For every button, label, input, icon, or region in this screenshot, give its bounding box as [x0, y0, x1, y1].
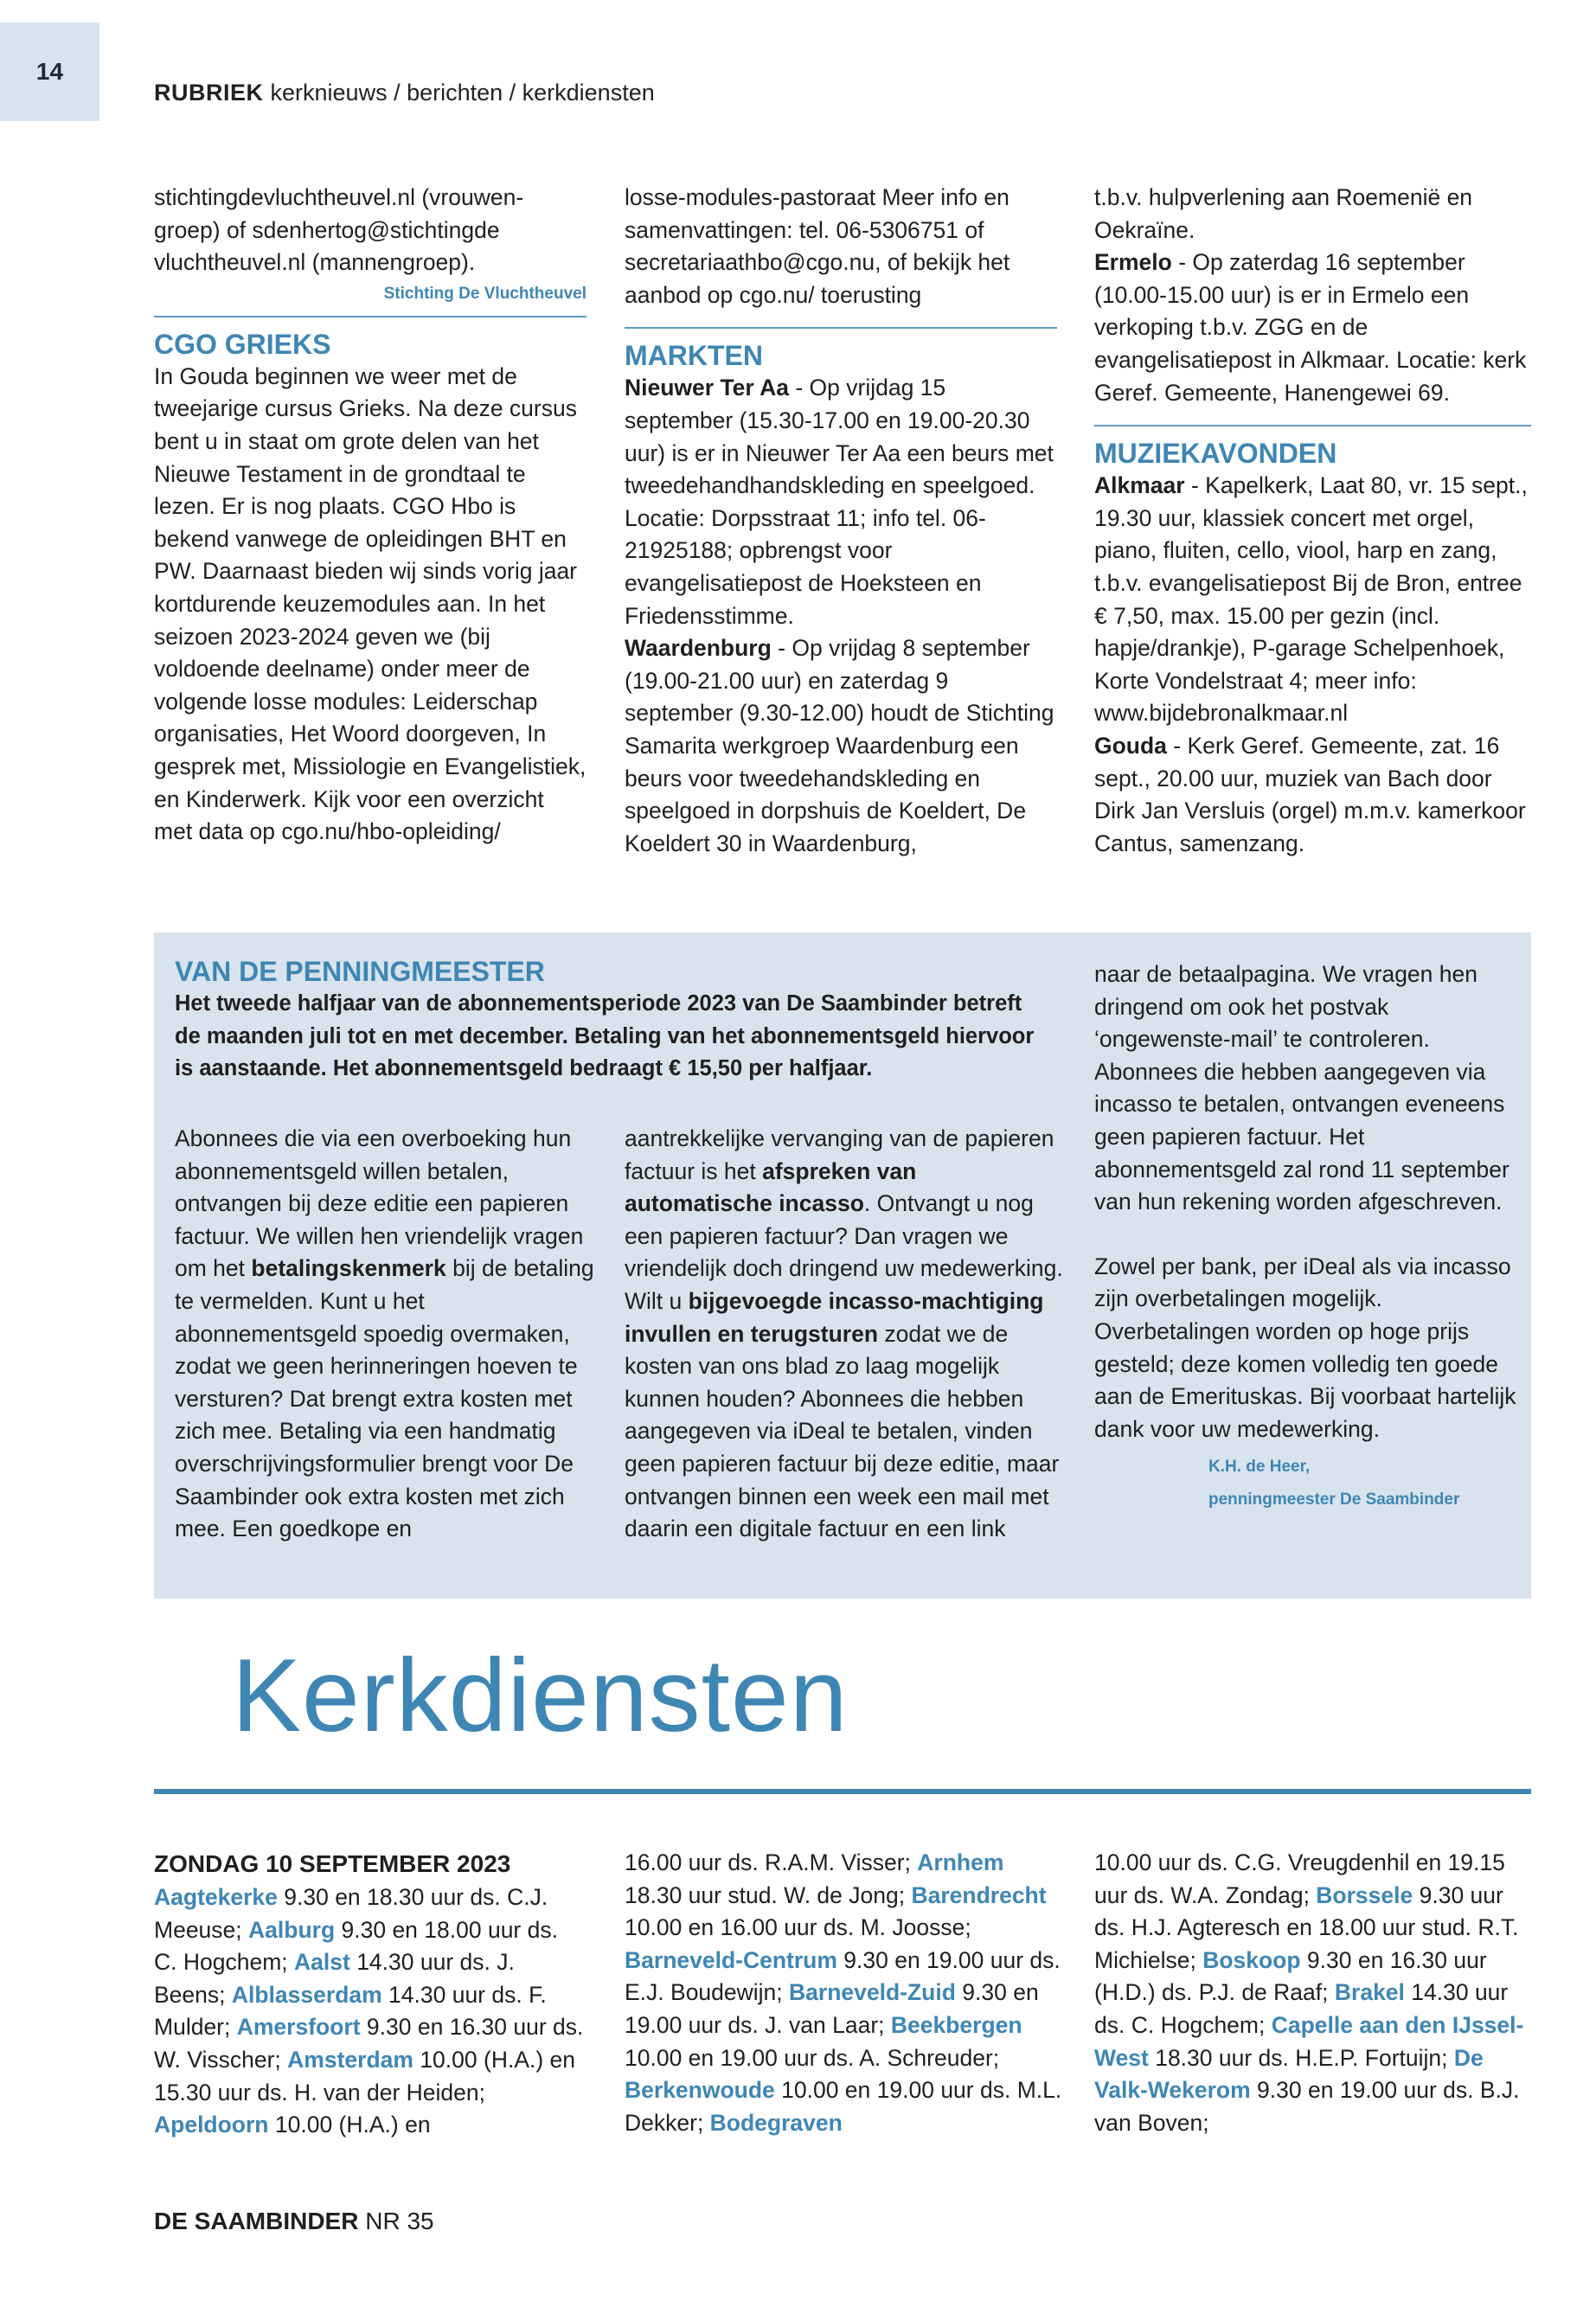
penningmeester-heading: VAN DE PENNINGMEESTER [175, 956, 545, 987]
market-text: - Op vrijdag 8 september (19.00-21.00 uur) en zaterdag 9 september (9.30-12.00) houdt de Stichting Samarita werkgroep Waardenburg een beurs voor tweedehandskleding en speelgoed in dorpshuis de Koeldert, De Koeldert 30 in Waardenburg, [625, 635, 1054, 856]
place-name: Amsterdam [287, 2046, 413, 2073]
cgo-grieks-heading: CGO GRIEKS [154, 328, 331, 360]
bold-term: bijgevoegde incasso-machtiging invullen en terugsturen [625, 1287, 1044, 1347]
service-details: 9.30 en 19.00 uur ds. E.J. Boudewijn; [625, 1946, 1061, 2006]
place-name: Aagtekerke [154, 1884, 278, 1910]
place-name: Bodegraven [709, 2109, 843, 2136]
place-name: Amersfoort [236, 2014, 361, 2041]
place-name: De Valk-Wekerom [1094, 2044, 1484, 2104]
markten-heading: MARKTEN [625, 340, 763, 372]
concert-text: - Kerk Geref. Gemeente, zat. 16 sept., 20.00 uur, muziek van Bach door Dirk Jan Versluis (orgel) m.m.v. kamerkoor Cantus, samenzang. [1094, 732, 1526, 856]
vluchtheuvel-signature: Stichting De Vluchtheuvel [383, 284, 586, 303]
kerk-column-2 [625, 1847, 1066, 2139]
service-details: 14.30 uur ds. F. Mulder; [154, 1981, 547, 2041]
bold-term: betalingskenmerk [251, 1255, 446, 1282]
footer-issue: NR 35 [365, 2208, 434, 2234]
place-name: Apeldoorn [154, 2112, 269, 2138]
concert-alkmaar [1094, 470, 1531, 730]
service-details: 9.30 en 16.30 uur (H.D.) ds. P.J. de Raaf; [1094, 1946, 1487, 2006]
cgo-continued-text: losse-modules-pastoraat Meer info en samenvattingen: tel. 06-5306751 of secretariaathbo@cgo.nu, of bekijk het aanbod op cgo.nu/ toerusting [625, 184, 1010, 308]
service-details: 9.30 uur ds. H.J. Agteresch en 18.00 uur stud. R.T. Michielse; [1094, 1881, 1519, 1973]
kerk-column-1 [154, 1847, 586, 2142]
service-details: 16.00 uur ds. R.A.M. Visser; [625, 1849, 918, 1875]
muziekavonden-heading: MUZIEKAVONDEN [1094, 438, 1337, 470]
kerkdiensten-rule [154, 1789, 1531, 1794]
signature-role: penningmeester De Saambinder [1208, 1490, 1460, 1509]
place-name: Alkmaar [1094, 472, 1185, 499]
service-details: 9.30 en 18.00 uur ds. C. Hogchem; [154, 1916, 558, 1976]
cgo-grieks-text: In Gouda beginnen we weer met de tweejarige cursus Grieks. Na deze cursus bent u in staat om grote delen van het Nieuwe Testament in de grondtaal te lezen. Er is nog plaats. CGO Hbo is bekend vanwege de opleidingen BHT en PW. Daarnaast bieden wij sinds vorig jaar kortdurende keuzemodules aan. In het seizoen 2023-2024 geven we (bij voldoende deelname) onder meer de volgende losse modules: Leiderschap organisaties, Het Woord doorgeven, In gesprek met, Missiologie en Evangelistiek, en Kinderwerk. Kijk voor een overzicht met data op cgo.nu/hbo-opleiding/ [154, 362, 586, 845]
place-name: Aalburg [248, 1916, 336, 1943]
kerk-services-3 [1094, 1847, 1531, 2139]
place-name: Nieuwer Ter Aa [625, 375, 789, 401]
place-name: Gouda [1094, 732, 1167, 759]
place-name: Arnhem [917, 1849, 1004, 1875]
service-details: 10.00 uur ds. C.G. Vreugdenhil en 19.15 uur ds. W.A. Zondag; [1094, 1849, 1505, 1908]
place-name: Boskoop [1202, 1946, 1301, 1973]
footer-brand: DE SAAMBINDER [154, 2208, 359, 2234]
market-ermelo [1094, 247, 1531, 409]
bold-term: afspreken van automatische incasso [625, 1157, 917, 1217]
place-name: Barneveld-Zuid [789, 1979, 956, 2006]
footer [154, 2208, 434, 2235]
service-details: 10.00 en 19.00 uur ds. M.L. Dekker; [625, 2077, 1062, 2136]
penning-signature [1094, 1451, 1522, 1516]
column-2 [625, 182, 1057, 860]
place-name: Ermelo [1094, 249, 1172, 276]
waardenburg-continued: t.b.v. hulpverlening aan Roemenië en Oekraïne. [1094, 184, 1473, 243]
service-details: 10.00 en 16.00 uur ds. M. Joosse; [625, 1914, 971, 1941]
service-details: 10.00 (H.A.) en [268, 2112, 431, 2138]
penningmeester-box [154, 933, 1531, 1599]
text: bij de betaling te vermelden. Kunt u het abonnementsgeld spoedig overmaken, zodat we geen herinneringen hoeven te versturen? Dat brengt extra kosten met zich mee. Betaling via een handmatig overschrijvingsformulier brengt voor De Saambinder ook extra kosten met zich mee. Een goedkope en [175, 1255, 594, 1542]
service-details: 14.30 uur ds. J. Beens; [154, 1949, 515, 2008]
rubriek-path: kerknieuws / berichten / kerkdiensten [270, 80, 655, 106]
penning-column-3 [1094, 958, 1522, 1516]
text: Abonnees die via een overboeking hun abonnementsgeld willen betalen, ontvangen bij deze editie een papieren factuur. We willen hen vriendelijk vragen om het [175, 1125, 584, 1282]
market-waardenburg [625, 632, 1057, 860]
place-name: Alblasserdam [231, 1981, 382, 2008]
kerk-column-3 [1094, 1847, 1531, 2139]
service-details: 14.30 uur ds. C. Hogchem; [1094, 1979, 1509, 2038]
service-details: 18.30 uur ds. H.E.P. Fortuijn; [1148, 2044, 1454, 2071]
place-name: Beekbergen [890, 2011, 1022, 2038]
service-details: 10.00 (H.A.) en 15.30 uur ds. H. van der Heiden; [154, 2046, 576, 2106]
place-name: Borssele [1316, 1881, 1413, 1908]
kerkdiensten-title: Kerkdiensten [232, 1638, 849, 1753]
place-name: Brakel [1334, 1979, 1405, 2006]
text: aantrekkelijke vervanging van de papieren factuur is het [625, 1125, 1054, 1184]
penning-text-3b: Zowel per bank, per iDeal als via incasso zijn overbetalingen mogelijk. Overbetalingen worden op hoge prijs gesteld; deze komen volledig ten goede aan de Emerituskas. Bij voorbaat hartelijk dank voor uw medewerking. [1094, 1253, 1516, 1442]
service-details: 9.30 en 19.00 uur ds. J. van Laar; [625, 1979, 1039, 2038]
divider [625, 327, 1057, 329]
signature-name: K.H. de Heer, [1208, 1458, 1311, 1477]
column-3 [1094, 182, 1531, 860]
rubriek-label: RUBRIEK [154, 80, 264, 106]
penningmeester-lead: Het tweede halfjaar van de abonnementsperiode 2023 van De Saambinder betreft de maanden juli tot en met december. Betaling van het abonnementsgeld hiervoor is aanstaande. Het abonnementsgeld bedraagt € 15,50 per halfjaar. [175, 991, 1035, 1081]
vluchtheuvel-text: stichtingdevluchtheuvel.nl (vrouwen-groep) of sdenhertog@stichtingde vluchtheuvel.nl (mannengroep). [154, 184, 524, 276]
service-details: 9.30 en 18.30 uur ds. C.J. Meeuse; [154, 1884, 548, 1943]
kerk-date: ZONDAG 10 SEPTEMBER 2023 [154, 1850, 511, 1877]
column-1 [154, 182, 586, 849]
kerk-services-2 [625, 1847, 1066, 2139]
place-name: Waardenburg [625, 635, 772, 662]
place-name: Aalst [294, 1949, 350, 1976]
text: . Ontvangt u nog een papieren factuur? Dan vragen we vriendelijk doch dringend uw medewerking. Wilt u [625, 1190, 1063, 1314]
section-header [154, 80, 655, 106]
service-details: 9.30 en 19.00 uur ds. B.J. van Boven; [1094, 2077, 1520, 2136]
text: zodat we de kosten van ons blad zo laag mogelijk kunnen houden? Abonnees die hebben aangegeven via iDeal te betalen, vinden geen papieren factuur bij deze editie, maar ontvangen binnen een week een mail met daarin een digitale factuur en een link [625, 1320, 1060, 1542]
page-number: 14 [0, 22, 99, 121]
service-details: 18.30 uur stud. W. de Jong; [625, 1881, 912, 1908]
penning-column-2 [625, 1123, 1066, 1546]
service-details: 9.30 en 16.30 uur ds. W. Visscher; [154, 2014, 584, 2073]
place-name: Berkenwoude [625, 2077, 775, 2104]
divider [154, 316, 586, 317]
penning-column-1 [175, 1123, 599, 1546]
concert-text: - Kapelkerk, Laat 80, vr. 15 sept., 19.30 uur, klassiek concert met orgel, piano, fluiten, cello, viool, harp en zang, t.b.v. evangelisatiepost Bij de Bron, entree € 7,50, max. 15.00 per gezin (incl. hapje/drankje), P-garage Schelpenhoek, Korte Vondelstraat 4; meer info: www.bijdebronalkmaar.nl [1094, 472, 1528, 727]
penning-text-1 [175, 1123, 599, 1546]
place-name: Barneveld-Centrum [625, 1946, 837, 1973]
divider [1094, 425, 1531, 426]
market-text: - Op zaterdag 16 september (10.00-15.00 uur) is er in Ermelo een verkoping t.b.v. ZGG en de evangelisatiepost in Alkmaar. Locatie: kerk Geref. Gemeente, Hanengewei 69. [1094, 249, 1527, 406]
market-nieuwer-ter-aa [625, 372, 1057, 632]
service-details: 10.00 en 19.00 uur ds. A. Schreuder; [625, 2044, 1000, 2071]
penning-text-3a: naar de betaalpagina. We vragen hen dringend om ook het postvak ‘ongewenste-mail’ te controleren. Abonnees die hebben aangegeven via incasso te betalen, ontvangen eveneens geen papieren factuur. Het abonnementsgeld zal rond 11 september van hun rekening worden afgeschreven. [1094, 961, 1509, 1215]
penning-lead-block [175, 955, 1040, 1086]
kerk-services-1 [154, 1881, 586, 2142]
penning-text-2 [625, 1123, 1066, 1546]
place-name: Barendrecht [911, 1881, 1047, 1908]
concert-gouda [1094, 730, 1531, 860]
market-text: - Op vrijdag 15 september (15.30-17.00 en 19.00-20.30 uur) is er in Nieuwer Ter Aa een beurs met tweedehandhandskleding en speelgoed. Locatie: Dorpsstraat 11; info tel. 06-21925188; opbrengst voor evangelisatiepost de Hoeksteen en Friedensstimme. [625, 375, 1054, 629]
place-name: Capelle aan den IJssel-West [1094, 2011, 1524, 2071]
